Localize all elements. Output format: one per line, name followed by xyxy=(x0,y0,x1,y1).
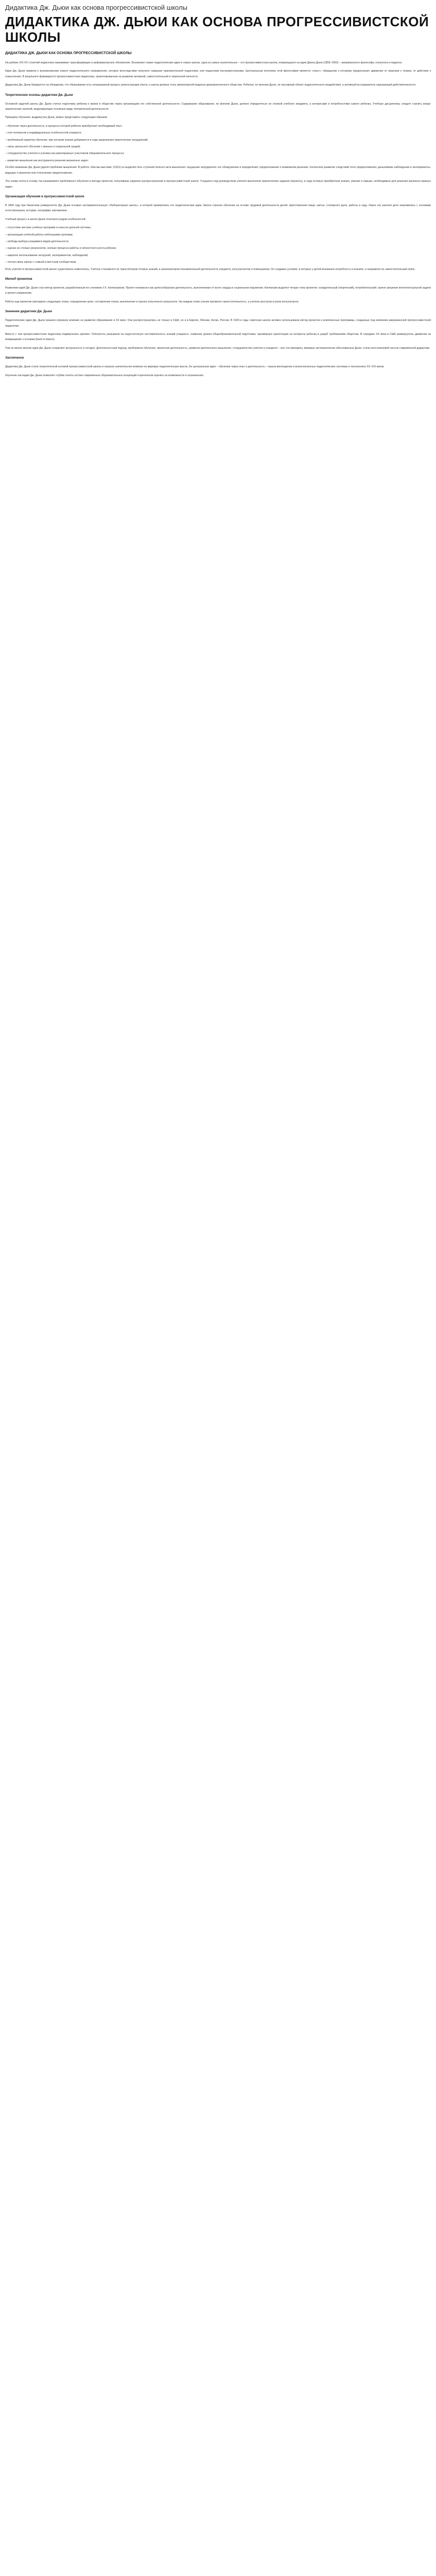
paragraph: На рубеже XIX-XX столетий педагогика переживает трансформацию и реформаторское обновление. Возникают новые педагогические идеи и новые школы, одна из самых значительных – это прогрессивистская школа, опирающаяся на идеи Джона Дьюи (1859–1952) – американского философа, психолога и педагога. xyxy=(5,61,403,64)
list-item: – развитие мышления как инструмента решения жизненных задач. xyxy=(5,159,89,162)
paragraph: Тем не менее многие идеи Дж. Дьюи сохраняют актуальность и сегодня. Деятельностный подход, проблемное обучение, проектная деятельность, развитие критического мышления, сотрудничество учителя и учащихся – все эти принципы, впервые систематически обоснованные Дьюи, стали неотъемлемой частью современной дидактики. xyxy=(5,346,430,350)
section-heading: Организация обучения в прогрессивистской школе xyxy=(5,195,84,198)
paragraph: В 1896 году при Чикагском университете Дж. Дьюи основал экспериментальную «Лабораторную школу», в которой проверялись его педагогические идеи. Школа строила обучение на основе трудовой деятельности детей: приготовления пищи, шитья, столярного дела, работы в саду. Через эти занятия дети знакомились с основами естествознания, истории, географии, математики. xyxy=(5,204,431,213)
document-body xyxy=(5,60,431,378)
paragraph: Изучение наследия Дж. Дьюи позволяет глубже понять истоки современных образовательных концепций и критически оценить их возможности и ограничения. xyxy=(5,374,204,377)
list-item: – тесная связь школы с семьей и местным сообществом. xyxy=(5,261,77,264)
paragraph: Основной задачей школы Дж. Дьюи считал подготовку ребенка к жизни в обществе через организацию его собственной деятельности. Содержание образования, по мнению Дьюи, должно определяться не логикой учебного предмета, а интересами и потребностями самого ребенка. Учебные дисциплины следует строить вокруг практических занятий, моделирующих основные виды человеческой деятельности. xyxy=(5,102,431,111)
section-heading: Теоретические основы дидактики Дж. Дьюи xyxy=(5,93,73,97)
section-heading: Значение дидактики Дж. Дьюи xyxy=(5,310,52,314)
window-title: Дидактика Дж. Дьюи как основа прогрессивистской школы xyxy=(5,4,187,11)
paragraph: Развитием идей Дж. Дьюи стал метод проектов, разработанный его учеником У.Х. Килпатриком. Проект понимался как целесообразная деятельность, выполняемая от всего сердца в социальном окружении. Килпатрик выделял четыре типа проектов: созидательный (творческий), потребительский, проект решения интеллектуальной задачи и проект-упражнение. xyxy=(5,286,431,295)
paragraph: Роль учителя в прогрессивистской школе существенно изменялась. Учитель становился не транслятором готовых знаний, а организатором познавательной деятельности учащихся, консультантом и помощником. Он создавал условия, в которых у детей возникала потребность в знаниях, и направлял их самостоятельный поиск. xyxy=(5,267,415,271)
paragraph: Вместе с тем прогрессивистская педагогика подвергалась критике. Оппоненты указывали на недостаточную систематичность знаний учащихся, снижение уровня общеобразовательной подготовки, чрезмерную ориентацию на интересы ребенка в ущерб требованиям общества. В середине XX века в США развернулось движение за возвращение к основам (back to basics). xyxy=(5,333,431,342)
subsection-heading: Метод проектов xyxy=(5,277,32,281)
paragraph: Особое внимание Дж. Дьюи уделял проблеме мышления. В работе «Как мы мыслим» (1910) он выделил пять ступеней полного акта мышления: ощущение затруднения; его обнаружение и определение; предположение о возможном решении; логическое развитие следствий этого предположения; дальнейшие наблюдения и эксперименты, ведущие к принятию или отклонению предположения. xyxy=(5,166,431,175)
paragraph: Дидактика Дж. Дьюи базируется на убеждении, что образование есть непрерывный процесс реконструкции опыта, а школа должна стать миниатюрной моделью демократического общества. Ребенок, по мнению Дьюи, не пассивный объект педагогического воздействия, а активный исследователь окружающей действительности. xyxy=(5,83,416,87)
list-item: – широкое использование экскурсий, экспериментов, наблюдений; xyxy=(5,253,89,257)
paragraph: Учебный процесс в школе Дьюи отличался рядом особенностей: xyxy=(5,217,86,221)
list-item: – оценка не столько результатов, сколько процесса работы и личностного роста ребенка; xyxy=(5,247,117,250)
list-item: – связь школьного обучения с жизнью и социальной средой; xyxy=(5,145,81,149)
page-subtitle: ДИДАКТИКА ДЖ. ДЬЮИ КАК ОСНОВА ПРОГРЕССИВИСТСКОЙ ШКОЛЫ xyxy=(5,52,132,55)
paragraph: Эта схема легла в основу так называемого проблемного обучения и метода проектов, получивших широкое распространение в прогрессивистской школе. Учащиеся под руководством учителя выполняли практические задания (проекты), в ходе которых приобретали знания, умения и навыки, необходимые для решения жизненно важных задач. xyxy=(5,180,431,189)
paragraph: Работа над проектом проходила следующие этапы: определение цели, составление плана, выполнение и оценка полученного результата. На каждом этапе ученик проявлял самостоятельность, а учитель выступал в роли консультанта. xyxy=(5,300,299,303)
paragraph: Дидактика Дж. Дьюи стала теоретической основой прогрессивистской школы и оказала значительное влияние на мировую педагогическую мысль. Ее центральная идея – обучение через опыт и деятельность – нашла воплощение в многочисленных педагогических системах и технологиях XX–XXI веков. xyxy=(5,365,385,369)
list-item: – сотрудничество учителя и ученика как равноправных участников образовательного процесса; xyxy=(5,152,125,156)
paragraph: Идеи Дж. Дьюи привели к возникновению нового педагогического направления, которое впоследствии получило название прагматической педагогики, или педагогики инструментализма. Центральным понятием этой философии является «опыт», обращение к которому предполагает движение от практики к теории, от действия к осмыслению. В результате формируется прогрессивистская педагогика, ориентированная на развитие активной, самостоятельной и творческой личности. xyxy=(5,70,431,78)
list-item: – организация учебной работы небольшими группами; xyxy=(5,233,73,236)
page-title: ДИДАКТИКА ДЖ. ДЬЮИ КАК ОСНОВА ПРОГРЕССИВИСТСКОЙ ШКОЛЫ xyxy=(5,14,429,45)
list-item: – учет интересов и индивидуальных особенностей учащихся; xyxy=(5,131,82,135)
list-item: – обучение через деятельность, в процессе которой ребенок приобретает необходимый опыт; xyxy=(5,124,123,128)
document-page xyxy=(0,0,436,392)
list-item: – проблемный характер обучения, при котором знания добываются в ходе разрешения практических затруднений; xyxy=(5,138,148,142)
list-item: – отсутствие жестких учебных программ и классно-урочной системы; xyxy=(5,226,92,230)
paragraph: Педагогические идеи Дж. Дьюи оказали огромное влияние на развитие образования в XX веке. Они распространились не только в США, но и в Европе, Японии, Китае, России. В 1920-е годы советская школа активно использовала метод проектов и комплексные программы, созданные под влиянием американской прогрессивистской педагогики. xyxy=(5,319,431,328)
subsection-heading: Заключение xyxy=(5,357,24,360)
paragraph: Принципы обучения, выдвинутые Дьюи, можно представить следующим образом: xyxy=(5,116,108,120)
list-item: – свобода выбора учащимися видов деятельности; xyxy=(5,240,69,243)
